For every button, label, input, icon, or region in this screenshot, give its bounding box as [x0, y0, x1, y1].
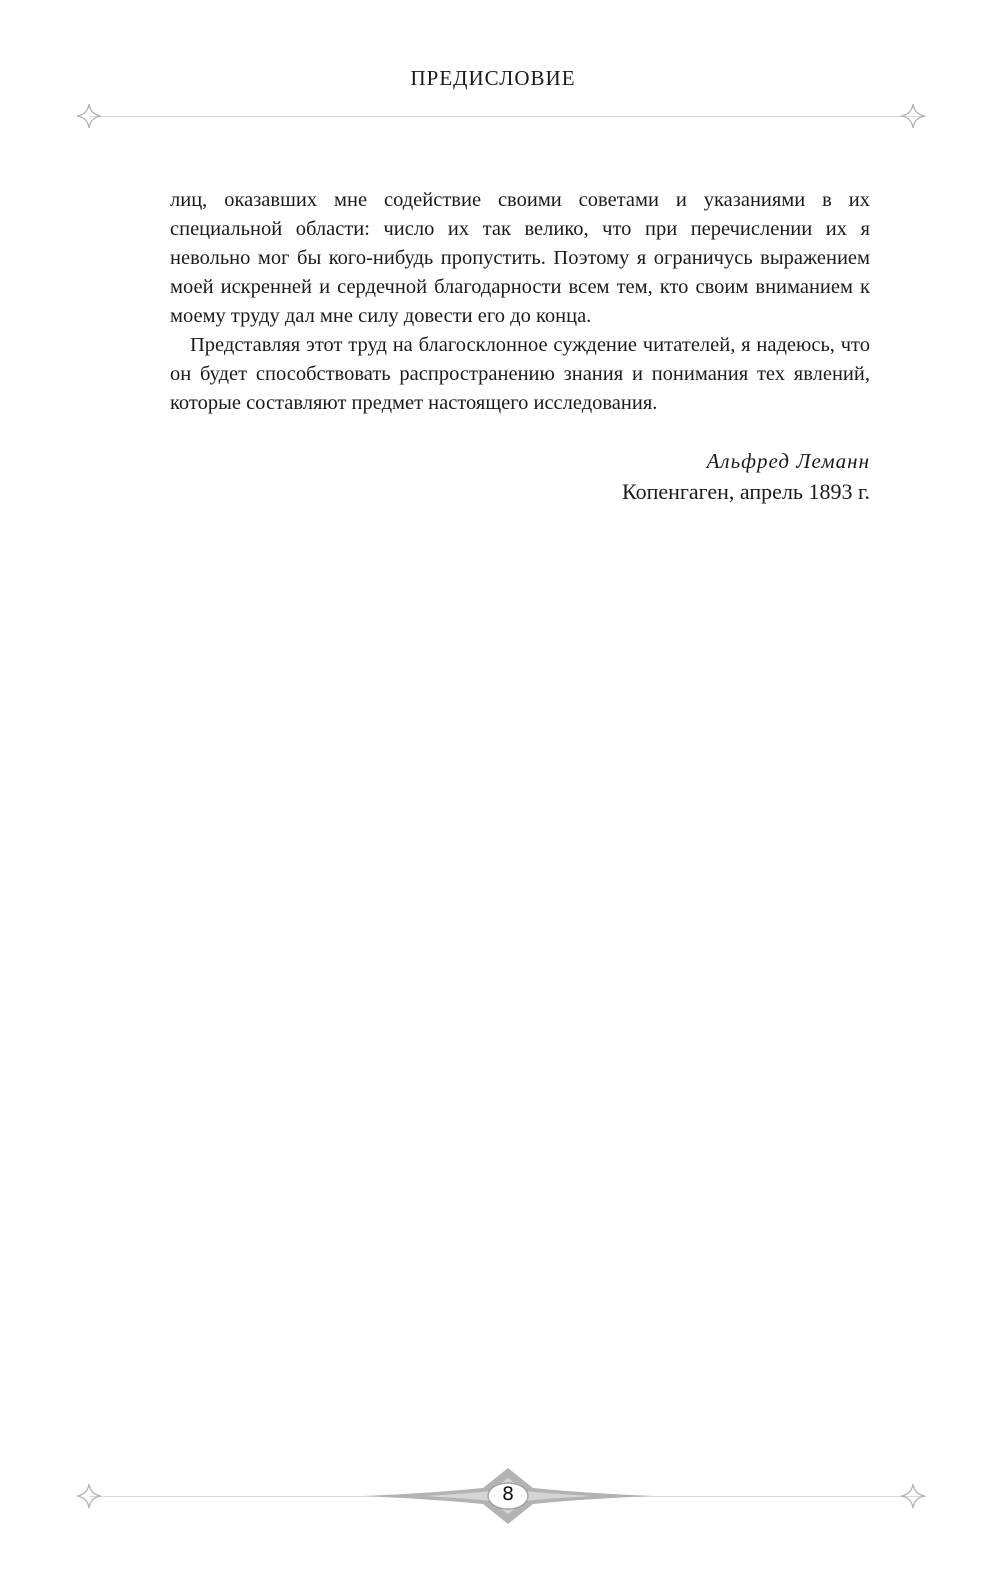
corner-star-icon [899, 102, 927, 130]
signature-place-date: Копенгаген, апрель 1893 г. [621, 479, 870, 504]
paragraph: лиц, оказавших мне содействие своими советами и указаниями в их специальной области: число их так велико, что при перечислении их я невольно мог бы кого-нибудь пропустить. Поэтому я ограничусь выражением моей искренней и сердечной благодарности всем тем, кто своим вниманием к моему труду дал мне силу довести его до конца. [170, 189, 870, 327]
page-number: 8 [501, 1483, 515, 1505]
body-text [170, 186, 870, 418]
signature-author: Альфред Леманн [706, 449, 870, 473]
corner-star-icon [75, 1482, 103, 1510]
corner-star-icon [75, 102, 103, 130]
paragraph: Представляя этот труд на благосклонное суждение читателей, я надеюсь, что он будет способствовать распространению знания и понимания тех явлений, которые составляют предмет настоящего исследования. [170, 334, 870, 414]
header-rule [90, 116, 926, 117]
corner-star-icon [899, 1482, 927, 1510]
running-head: ПРЕДИСЛОВИЕ [410, 66, 576, 90]
